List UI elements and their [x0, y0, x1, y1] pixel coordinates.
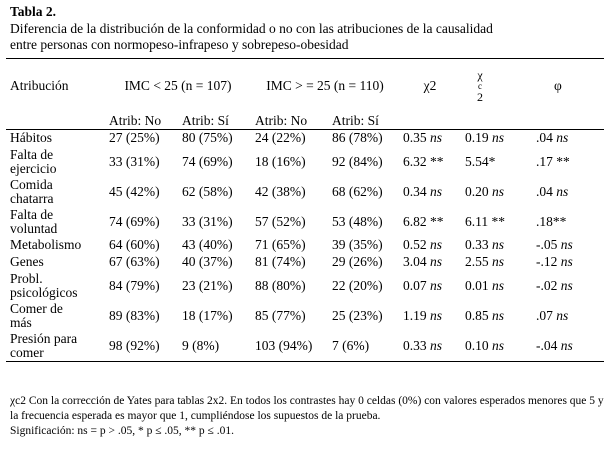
cell-value: -.02 [536, 277, 558, 293]
cell-value: 88 (80%) [255, 277, 306, 293]
cell-value: 18 (16%) [255, 153, 306, 169]
cell-value: 67 (63%) [109, 254, 160, 270]
header-atribucion: Atribución [10, 77, 69, 93]
cell-chi2-yates [461, 130, 532, 148]
row-label-line-1: Genes [10, 254, 44, 270]
cell-value: 0.52 [403, 237, 427, 253]
cell-value: 45 (42%) [109, 183, 160, 199]
cell-value: 103 (94%) [255, 337, 313, 353]
cell-value: 6.82 ** [403, 213, 444, 229]
cell-label [6, 147, 105, 177]
cell-label [6, 331, 105, 362]
cell-value: 98 (92%) [109, 337, 160, 353]
cell-significance: ns [492, 307, 505, 323]
cell-value: 0.20 [465, 183, 489, 199]
cell-significance: ns [492, 337, 505, 353]
cell-value: .18** [536, 213, 567, 229]
header-chi2-yates [461, 59, 532, 114]
cell-significance: ns [430, 130, 443, 146]
cell-chi2 [399, 271, 461, 301]
table-row [6, 147, 604, 177]
cell-value: 68 (62%) [332, 183, 383, 199]
cell-g2-si [328, 130, 399, 148]
cell-g1-no [105, 271, 178, 301]
header-group-2-label: IMC > = 25 (n = 110) [266, 77, 384, 93]
cell-value: 6.11 ** [465, 213, 505, 229]
cell-label [6, 207, 105, 237]
header-chi2: χ2 [423, 77, 437, 93]
cell-value: 29 (26%) [332, 254, 383, 270]
cell-value: 0.35 [403, 130, 427, 146]
row-label-line-1: Comida [10, 176, 53, 192]
cell-g1-si [178, 177, 251, 207]
cell-significance: ns [430, 307, 443, 323]
cell-significance: ns [430, 277, 443, 293]
cell-chi2-yates [461, 207, 532, 237]
cell-g1-si [178, 130, 251, 148]
cell-value: 9 (8%) [182, 337, 220, 353]
cell-g1-si [178, 207, 251, 237]
cell-chi2-yates [461, 254, 532, 271]
header-group-2 [251, 59, 399, 114]
cell-value: 89 (83%) [109, 307, 160, 323]
row-label-line-2: chatarra [10, 191, 54, 206]
row-label-line-1: Falta de [10, 146, 54, 162]
cell-g2-no [251, 331, 328, 362]
cell-g1-si [178, 237, 251, 254]
cell-label [6, 271, 105, 301]
cell-phi [532, 177, 604, 207]
table-body [6, 130, 604, 362]
cell-value: 24 (22%) [255, 130, 306, 146]
cell-g1-no [105, 147, 178, 177]
cell-g2-no [251, 177, 328, 207]
cell-g1-no [105, 301, 178, 331]
subheader-g1-si: Atrib: Sí [178, 113, 251, 130]
cell-value: 0.19 [465, 130, 489, 146]
cell-chi2-yates [461, 301, 532, 331]
cell-value: 33 (31%) [109, 153, 160, 169]
footnote-yates: χc2 Con la corrección de Yates para tablas 2x2. En todos los contrastes hay 0 celdas (0%) con valores esperados menores que 5 y la frecuencia esperada es mayor que 1, cumpliéndose los supuestos de la prueba. [10, 395, 604, 422]
cell-chi2-yates [461, 271, 532, 301]
cell-g1-si [178, 301, 251, 331]
cell-significance: ns [560, 237, 573, 253]
cell-value: 0.10 [465, 337, 489, 353]
cell-value: .07 [536, 307, 553, 323]
cell-g2-no [251, 207, 328, 237]
cell-g2-si [328, 177, 399, 207]
cell-value: 84 (79%) [109, 277, 160, 293]
cell-significance: ns [492, 237, 505, 253]
cell-g2-si [328, 147, 399, 177]
cell-g2-no [251, 271, 328, 301]
cell-value: 42 (38%) [255, 183, 306, 199]
header-row [6, 59, 604, 114]
cell-g2-si [328, 301, 399, 331]
cell-value: .04 [536, 183, 553, 199]
cell-label [6, 177, 105, 207]
row-label-line-2: comer [10, 345, 44, 360]
cell-value: 0.33 [465, 237, 489, 253]
cell-significance: ns [492, 277, 505, 293]
cell-value: 62 (58%) [182, 183, 233, 199]
table-footnote [10, 394, 604, 439]
cell-g2-si [328, 254, 399, 271]
cell-chi2 [399, 130, 461, 148]
cell-value: 80 (75%) [182, 130, 233, 146]
cell-value: 0.85 [465, 307, 489, 323]
table-title: Tabla 2. [10, 4, 57, 19]
cell-value: 22 (20%) [332, 277, 383, 293]
cell-g2-no [251, 237, 328, 254]
cell-g1-no [105, 331, 178, 362]
cell-g1-no [105, 177, 178, 207]
header-group-1-label: IMC < 25 (n = 107) [124, 77, 232, 93]
cell-value: 74 (69%) [109, 213, 160, 229]
table-row [6, 207, 604, 237]
table-row [6, 271, 604, 301]
cell-significance: ns [430, 237, 443, 253]
cell-chi2 [399, 301, 461, 331]
cell-g1-no [105, 207, 178, 237]
cell-significance: ns [560, 337, 573, 353]
cell-g2-no [251, 254, 328, 271]
cell-g1-si [178, 254, 251, 271]
cell-significance: ns [492, 183, 505, 199]
cell-phi [532, 254, 604, 271]
cell-value: .04 [536, 130, 553, 146]
row-label-line-2: más [10, 315, 32, 330]
cell-g2-no [251, 147, 328, 177]
cell-value: 64 (60%) [109, 237, 160, 253]
cell-value: 74 (69%) [182, 153, 233, 169]
cell-chi2 [399, 331, 461, 362]
cell-label [6, 237, 105, 254]
header-phi: φ [554, 77, 562, 93]
table-row [6, 331, 604, 362]
table-row [6, 177, 604, 207]
cell-value: 6.32 ** [403, 153, 444, 169]
cell-value: 39 (35%) [332, 237, 383, 253]
cell-significance: ns [492, 254, 505, 270]
table-row [6, 301, 604, 331]
cell-g1-no [105, 237, 178, 254]
row-label-line-1: Falta de [10, 206, 54, 222]
subheader-row [6, 113, 604, 130]
cell-g2-si [328, 271, 399, 301]
row-label-line-1: Hábitos [10, 130, 52, 146]
cell-g2-si [328, 331, 399, 362]
row-label-line-1: Metabolismo [10, 237, 82, 253]
cell-value: 0.34 [403, 183, 427, 199]
cell-g2-si [328, 207, 399, 237]
cell-phi [532, 271, 604, 301]
cell-label [6, 254, 105, 271]
chi-yates-mid: c [478, 80, 482, 91]
cell-value: 71 (65%) [255, 237, 306, 253]
cell-chi2-yates [461, 177, 532, 207]
cell-significance: ns [430, 183, 443, 199]
cell-value: 92 (84%) [332, 153, 383, 169]
cell-value: -.04 [536, 337, 558, 353]
cell-value: 0.07 [403, 277, 427, 293]
cell-significance: ns [560, 254, 573, 270]
cell-g1-no [105, 130, 178, 148]
cell-value: 18 (17%) [182, 307, 233, 323]
cell-value: -.05 [536, 237, 558, 253]
cell-value: 81 (74%) [255, 254, 306, 270]
cell-significance: ns [430, 337, 443, 353]
cell-chi2 [399, 237, 461, 254]
cell-chi2 [399, 254, 461, 271]
cell-phi [532, 147, 604, 177]
table-row [6, 130, 604, 148]
caption-line-2: entre personas con normopeso-infrapeso y sobrepeso-obesidad [10, 37, 349, 52]
cell-value: -.12 [536, 254, 558, 270]
cell-value: 23 (21%) [182, 277, 233, 293]
chi-yates-top: χ [477, 67, 483, 82]
row-label-line-1: Comer de [10, 300, 63, 316]
cell-value: 53 (48%) [332, 213, 383, 229]
cell-phi [532, 130, 604, 148]
cell-label [6, 130, 105, 148]
cell-g2-no [251, 130, 328, 148]
chi-yates-bottom: 2 [477, 89, 483, 104]
cell-value: 5.54* [465, 153, 496, 169]
row-label-line-2: ejercicio [10, 161, 57, 176]
cell-chi2 [399, 177, 461, 207]
cell-g1-si [178, 271, 251, 301]
cell-phi [532, 331, 604, 362]
cell-label [6, 301, 105, 331]
cell-g1-no [105, 254, 178, 271]
cell-significance: ns [556, 307, 569, 323]
cell-value: 0.33 [403, 337, 427, 353]
table-row [6, 237, 604, 254]
cell-value: 57 (52%) [255, 213, 306, 229]
cell-chi2-yates [461, 331, 532, 362]
cell-chi2-yates [461, 237, 532, 254]
subheader-empty [6, 113, 105, 130]
cell-value: 86 (78%) [332, 130, 383, 146]
cell-significance: ns [556, 130, 569, 146]
subheader-g1-no: Atrib: No [105, 113, 178, 130]
footnote-significance: Significación: ns = p > .05, * p ≤ .05, ** p ≤ .01. [10, 425, 234, 437]
cell-value: 3.04 [403, 254, 427, 270]
header-group-1 [105, 59, 251, 114]
cell-significance: ns [492, 130, 505, 146]
cell-phi [532, 207, 604, 237]
caption-line-1: Diferencia de la distribución de la conformidad o no con las atribuciones de la causalidad [10, 21, 493, 36]
row-label-line-1: Probl. [10, 270, 43, 286]
cell-value: 2.55 [465, 254, 489, 270]
subheader-g2-si: Atrib: Sí [328, 113, 399, 130]
table-row [6, 254, 604, 271]
row-label-line-2: psicológicos [10, 285, 78, 300]
cell-phi [532, 237, 604, 254]
row-label-line-2: voluntad [10, 221, 58, 236]
cell-value: .17 ** [536, 153, 570, 169]
cell-value: 0.01 [465, 277, 489, 293]
cell-significance: ns [556, 183, 569, 199]
cell-chi2 [399, 147, 461, 177]
cell-phi [532, 301, 604, 331]
data-table [6, 58, 604, 362]
cell-g1-si [178, 331, 251, 362]
cell-value: 85 (77%) [255, 307, 306, 323]
row-label-line-1: Presión para [10, 330, 78, 346]
cell-value: 40 (37%) [182, 254, 233, 270]
cell-value: 33 (31%) [182, 213, 233, 229]
cell-value: 25 (23%) [332, 307, 383, 323]
cell-g2-si [328, 237, 399, 254]
cell-g2-no [251, 301, 328, 331]
table-caption [10, 21, 602, 53]
cell-chi2 [399, 207, 461, 237]
chi-yates-symbol [465, 67, 495, 104]
subheader-g2-no: Atrib: No [251, 113, 328, 130]
cell-value: 7 (6%) [332, 337, 370, 353]
cell-g1-si [178, 147, 251, 177]
cell-significance: ns [430, 254, 443, 270]
cell-chi2-yates [461, 147, 532, 177]
cell-significance: ns [560, 277, 573, 293]
cell-value: 27 (25%) [109, 130, 160, 146]
cell-value: 1.19 [403, 307, 427, 323]
cell-value: 43 (40%) [182, 237, 233, 253]
